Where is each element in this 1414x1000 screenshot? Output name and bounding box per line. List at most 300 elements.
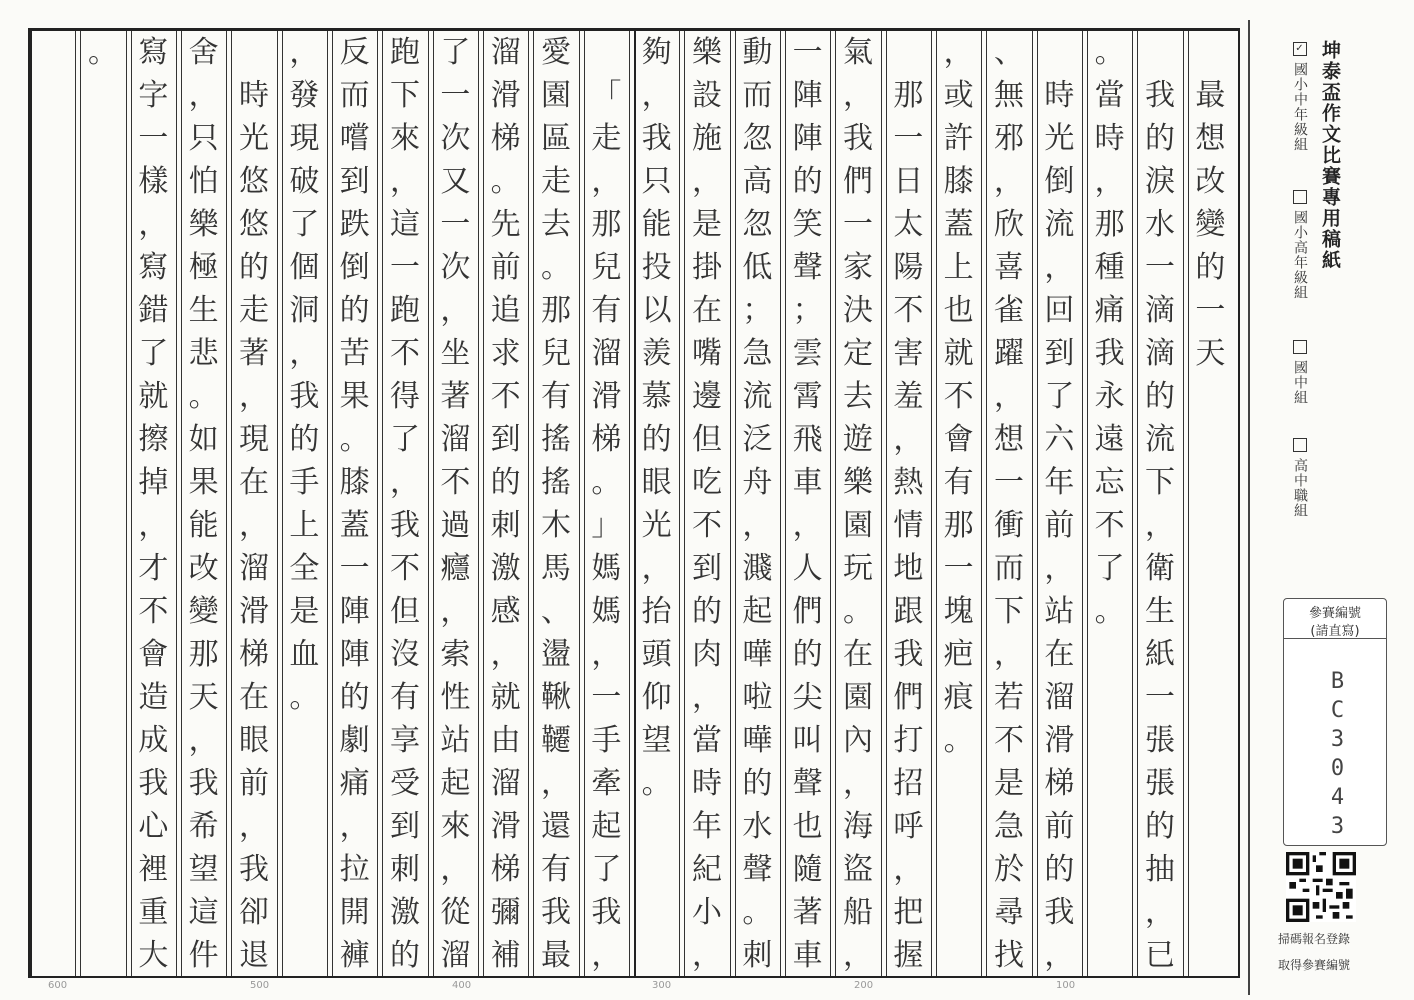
character-cell: ，	[792, 507, 823, 543]
character-cell: ，	[490, 636, 521, 672]
character-cell: 起	[742, 593, 773, 629]
character-cell: 是	[289, 593, 320, 629]
text-column	[886, 31, 931, 976]
character-cell: ，	[591, 937, 622, 973]
character-cell: 我	[138, 765, 169, 801]
character-cell: ，	[943, 34, 974, 70]
character-cell	[886, 31, 931, 74]
character-cell: 天	[1195, 335, 1226, 371]
character-cell: 園	[842, 679, 873, 715]
character-cell: 區	[540, 120, 571, 156]
character-cell: 手	[591, 722, 622, 758]
character-cell: 到	[339, 163, 370, 199]
character-cell: 海	[842, 808, 873, 844]
character-cell: ，	[188, 77, 219, 113]
character-cell: 在	[691, 292, 722, 328]
qr-code-icon[interactable]	[1286, 852, 1356, 922]
character-cell: 一	[842, 206, 873, 242]
character-cell: 內	[842, 722, 873, 758]
character-cell: 那	[1094, 206, 1125, 242]
character-cell: 。	[87, 34, 118, 70]
character-cell: 了	[591, 851, 622, 887]
character-cell: 喜	[993, 249, 1024, 285]
character-cell: ，	[591, 636, 622, 672]
character-cell: 還	[540, 808, 571, 844]
character-cell	[1188, 31, 1233, 74]
character-cell: 定	[842, 335, 873, 371]
character-cell: 尋	[993, 894, 1024, 930]
character-cell: 這	[188, 894, 219, 930]
option-senior-high[interactable]	[1290, 438, 1310, 518]
character-cell: 投	[641, 249, 672, 285]
character-cell: 只	[188, 120, 219, 156]
character-cell: 招	[893, 765, 924, 801]
character-cell: 而	[339, 77, 370, 113]
character-cell: 溜	[238, 550, 269, 586]
character-cell: 或	[943, 77, 974, 113]
scale-label-400: 400	[452, 980, 472, 991]
character-cell: ，	[289, 34, 320, 70]
character-cell: 手	[289, 464, 320, 500]
character-cell: 一	[893, 120, 924, 156]
character-cell: 一	[591, 679, 622, 715]
character-cell: 飛	[792, 421, 823, 457]
character-cell: 啦	[742, 679, 773, 715]
character-cell: 車	[792, 937, 823, 973]
character-cell: 激	[490, 550, 521, 586]
character-cell: 時	[691, 765, 722, 801]
character-cell: 痛	[1094, 292, 1125, 328]
character-cell: 遠	[1094, 421, 1125, 457]
character-cell	[231, 31, 276, 74]
character-cell: ，	[842, 937, 873, 973]
character-cell: ，	[691, 679, 722, 715]
character-cell: 著	[792, 894, 823, 930]
character-cell: 無	[993, 77, 1024, 113]
character-cell: 不	[440, 464, 471, 500]
character-cell: 木	[540, 507, 571, 543]
character-cell: ，	[1044, 937, 1075, 973]
character-cell: 刺	[742, 937, 773, 973]
character-cell: ，	[641, 550, 672, 586]
grid-line	[75, 31, 76, 976]
character-cell: 了	[389, 421, 420, 457]
character-cell: 蓋	[339, 507, 370, 543]
character-cell: 陣	[792, 120, 823, 156]
character-cell: 破	[289, 163, 320, 199]
character-cell: 倒	[1044, 163, 1075, 199]
character-cell: 肉	[691, 636, 722, 672]
character-cell: 享	[389, 722, 420, 758]
character-cell: 會	[138, 636, 169, 672]
character-cell: 羞	[893, 378, 924, 414]
character-cell: 紙	[1144, 636, 1175, 672]
character-cell: 悲	[188, 335, 219, 371]
character-cell: 「	[591, 77, 622, 113]
character-cell: 們	[792, 593, 823, 629]
character-cell: ，	[842, 77, 873, 113]
character-cell: 件	[188, 937, 219, 973]
character-cell: 才	[138, 550, 169, 586]
grid-line	[176, 31, 177, 976]
character-cell: 刺	[490, 507, 521, 543]
character-cell: ，	[742, 507, 773, 543]
character-cell: 高	[742, 163, 773, 199]
character-cell: 雲	[792, 335, 823, 371]
character-cell: 成	[138, 722, 169, 758]
grid-line	[377, 31, 378, 976]
character-cell: ，	[1044, 249, 1075, 285]
character-cell: 尖	[792, 679, 823, 715]
character-cell: ；	[792, 292, 823, 328]
character-cell: 會	[943, 421, 974, 457]
character-cell: 了	[1044, 378, 1075, 414]
text-column	[131, 31, 176, 976]
character-cell: 次	[440, 249, 471, 285]
character-cell: 當	[1094, 77, 1125, 113]
character-cell: 。	[1094, 34, 1125, 70]
character-cell: 打	[893, 722, 924, 758]
character-cell: 也	[943, 292, 974, 328]
character-cell: 害	[893, 335, 924, 371]
scan-caption: 掃碼報名登錄	[1278, 932, 1351, 946]
character-cell: 忘	[1094, 464, 1125, 500]
character-cell: 最	[1195, 77, 1226, 113]
grid-line	[528, 31, 529, 976]
character-cell: 寫	[138, 249, 169, 285]
checkbox-icon[interactable]	[1293, 190, 1307, 204]
character-cell: 玩	[842, 550, 873, 586]
character-cell	[1137, 31, 1182, 74]
character-cell: 我	[1044, 894, 1075, 930]
character-cell: 寫	[138, 34, 169, 70]
character-cell: 在	[238, 679, 269, 715]
checkbox-icon[interactable]	[1293, 438, 1307, 452]
character-cell: 已	[1144, 937, 1175, 973]
character-cell: ，	[1044, 550, 1075, 586]
character-cell: 忽	[742, 206, 773, 242]
character-cell: ，	[440, 292, 471, 328]
character-cell: 時	[238, 77, 269, 113]
character-cell: 急	[742, 335, 773, 371]
character-cell: 不	[893, 292, 924, 328]
character-cell: 不	[943, 378, 974, 414]
character-cell: 得	[389, 378, 420, 414]
entry-number-label	[1284, 599, 1386, 639]
character-cell: ，	[1094, 163, 1125, 199]
character-cell: 拉	[339, 851, 370, 887]
character-cell: 一	[1144, 249, 1175, 285]
character-cell: 、	[540, 593, 571, 629]
character-cell: 的	[641, 421, 672, 457]
character-cell: ，	[339, 808, 370, 844]
character-cell: 我	[238, 851, 269, 887]
character-cell: 掛	[691, 249, 722, 285]
character-cell: 洞	[289, 292, 320, 328]
character-cell: ，	[691, 163, 722, 199]
character-cell: 而	[993, 550, 1024, 586]
character-cell: 不	[691, 507, 722, 543]
character-cell: 字	[138, 77, 169, 113]
character-cell: 極	[188, 249, 219, 285]
character-cell: 年	[1044, 464, 1075, 500]
character-cell: 的	[742, 765, 773, 801]
character-cell: 去	[540, 206, 571, 242]
character-cell: 滑	[238, 593, 269, 629]
character-cell: 滴	[1144, 335, 1175, 371]
character-cell: 重	[138, 894, 169, 930]
character-cell: 們	[842, 163, 873, 199]
character-cell: 我	[289, 378, 320, 414]
option-elementary-upper[interactable]	[1290, 190, 1310, 300]
character-cell: 滑	[1044, 722, 1075, 758]
character-cell: 望	[188, 851, 219, 887]
character-cell: 下	[993, 593, 1024, 629]
character-cell: 有	[943, 464, 974, 500]
character-cell: 牽	[591, 765, 622, 801]
grid-line	[981, 31, 982, 976]
character-cell: 裡	[138, 851, 169, 887]
character-cell: 去	[842, 378, 873, 414]
character-cell: 盪	[540, 636, 571, 672]
character-cell: 了	[138, 335, 169, 371]
entry-number-box[interactable]	[1283, 598, 1387, 846]
grid-line	[679, 31, 680, 976]
character-cell: 於	[993, 851, 1024, 887]
character-cell: 過	[440, 507, 471, 543]
character-cell: 握	[893, 937, 924, 973]
character-cell: 邪	[993, 120, 1024, 156]
character-cell: 但	[691, 421, 722, 457]
character-cell: 反	[339, 34, 370, 70]
character-cell: 補	[490, 937, 521, 973]
character-cell: 個	[289, 249, 320, 285]
character-cell: 到	[389, 808, 420, 844]
character-cell: 慕	[641, 378, 672, 414]
character-cell: ，	[238, 808, 269, 844]
character-cell: 忽	[742, 120, 773, 156]
character-cell: 動	[742, 34, 773, 70]
character-cell: 溜	[1044, 679, 1075, 715]
character-cell: 頭	[641, 636, 672, 672]
character-cell: 我	[389, 507, 420, 543]
character-cell: 。	[490, 163, 521, 199]
checkbox-icon[interactable]	[1293, 340, 1307, 354]
character-cell: 天	[188, 679, 219, 715]
character-cell: 流	[1044, 206, 1075, 242]
character-cell: 到	[490, 421, 521, 457]
character-cell: 、	[993, 34, 1024, 70]
character-cell: 心	[138, 808, 169, 844]
text-column	[936, 31, 981, 976]
option-junior-high[interactable]	[1290, 340, 1310, 405]
character-cell: 我	[1094, 335, 1125, 371]
character-cell: 水	[742, 808, 773, 844]
character-cell: 欣	[993, 206, 1024, 242]
character-cell: 一	[339, 550, 370, 586]
character-cell: ，	[138, 507, 169, 543]
character-cell: 了	[289, 206, 320, 242]
character-cell: 嘴	[691, 335, 722, 371]
character-cell: 媽	[591, 550, 622, 586]
character-cell: ，	[238, 378, 269, 414]
character-cell: 。	[641, 765, 672, 801]
character-cell: 發	[289, 77, 320, 113]
character-cell: 。	[289, 679, 320, 715]
text-column	[1188, 31, 1233, 976]
character-cell: 陣	[792, 77, 823, 113]
scale-label-200: 200	[854, 980, 874, 991]
character-cell: 溜	[440, 937, 471, 973]
character-cell: 的	[389, 937, 420, 973]
character-cell: 前	[1044, 507, 1075, 543]
character-cell: 求	[490, 335, 521, 371]
grid-line	[428, 31, 429, 976]
character-cell: 起	[440, 765, 471, 801]
character-cell: 搖	[540, 421, 571, 457]
character-cell: ，	[993, 378, 1024, 414]
character-cell: 施	[691, 120, 722, 156]
character-cell: 在	[842, 636, 873, 672]
character-cell: 設	[691, 77, 722, 113]
character-cell: 一	[440, 77, 471, 113]
grid-line	[277, 31, 278, 976]
character-cell: 時	[1094, 120, 1125, 156]
character-cell: 光	[1044, 120, 1075, 156]
character-cell: 我	[842, 120, 873, 156]
entry-number-label-line2: (請直寫)	[1310, 624, 1360, 639]
character-cell: 眼	[641, 464, 672, 500]
character-cell: 愛	[540, 34, 571, 70]
character-cell: 我	[188, 765, 219, 801]
character-cell: 坐	[440, 335, 471, 371]
character-cell: 梯	[490, 120, 521, 156]
character-cell: 錯	[138, 292, 169, 328]
character-cell: 」	[591, 507, 622, 543]
character-cell: ，	[842, 765, 873, 801]
character-cell: 疤	[943, 636, 974, 672]
character-cell: 起	[591, 808, 622, 844]
character-cell: 望	[641, 722, 672, 758]
character-cell: 日	[893, 163, 924, 199]
grid-line	[730, 31, 731, 976]
character-cell: ，	[993, 636, 1024, 672]
character-cell: 生	[188, 292, 219, 328]
character-cell: 淚	[1144, 163, 1175, 199]
character-cell: 下	[389, 77, 420, 113]
character-cell: 種	[1094, 249, 1125, 285]
character-cell: 現	[238, 421, 269, 457]
character-cell: 遊	[842, 421, 873, 457]
character-cell: 在	[1044, 636, 1075, 672]
character-cell: 全	[289, 550, 320, 586]
character-cell: 船	[842, 894, 873, 930]
character-cell: 的	[490, 464, 521, 500]
character-cell: 邊	[691, 378, 722, 414]
character-cell: ，	[993, 163, 1024, 199]
option-label: 國小高年級組	[1292, 210, 1308, 300]
grid-line	[478, 31, 479, 976]
character-cell	[1037, 31, 1082, 74]
checkbox-checked-icon[interactable]: ✓	[1293, 42, 1307, 56]
character-cell: 了	[1094, 550, 1125, 586]
character-cell: 上	[943, 249, 974, 285]
character-cell: 。	[742, 894, 773, 930]
text-column	[1037, 31, 1082, 976]
character-cell: 人	[792, 550, 823, 586]
text-column	[483, 31, 528, 976]
character-cell: 陽	[893, 249, 924, 285]
character-cell: 那	[943, 507, 974, 543]
character-cell: 車	[792, 464, 823, 500]
character-cell: 笑	[792, 206, 823, 242]
option-elementary-middle[interactable]	[1290, 42, 1310, 152]
character-cell: 滑	[490, 77, 521, 113]
grid-line	[1238, 31, 1240, 976]
manuscript-grid	[28, 28, 1240, 978]
character-cell: 來	[389, 120, 420, 156]
character-cell: ；	[742, 292, 773, 328]
character-cell: 有	[591, 292, 622, 328]
character-cell: 溜	[490, 34, 521, 70]
character-cell: 樂	[188, 206, 219, 242]
character-cell: 抬	[641, 593, 672, 629]
character-cell: ，	[138, 206, 169, 242]
character-cell: 永	[1094, 378, 1125, 414]
character-cell: 六	[1044, 421, 1075, 457]
character-cell: 們	[893, 679, 924, 715]
character-cell: 掉	[138, 464, 169, 500]
grid-line	[579, 31, 580, 976]
character-cell: 韆	[540, 722, 571, 758]
character-cell: 著	[238, 335, 269, 371]
character-cell: 上	[289, 507, 320, 543]
character-cell: 是	[691, 206, 722, 242]
character-cell: 。	[339, 421, 370, 457]
character-cell: 以	[641, 292, 672, 328]
character-cell: 舍	[188, 34, 219, 70]
scale-label-100: 100	[1056, 980, 1076, 991]
grid-line	[780, 31, 781, 976]
character-cell: 來	[440, 808, 471, 844]
character-cell: 前	[238, 765, 269, 801]
character-cell: 的	[792, 163, 823, 199]
character-cell: 一	[993, 464, 1024, 500]
character-cell: 我	[641, 120, 672, 156]
character-cell: 聲	[792, 765, 823, 801]
character-cell: ，	[289, 335, 320, 371]
character-cell: 是	[993, 765, 1024, 801]
character-cell: 眼	[238, 722, 269, 758]
character-cell: 走	[591, 120, 622, 156]
character-cell: 舟	[742, 464, 773, 500]
text-column	[986, 31, 1031, 976]
character-cell: 濺	[742, 550, 773, 586]
grid-line	[931, 31, 932, 976]
character-cell: 的	[1195, 249, 1226, 285]
character-cell: 癮	[440, 550, 471, 586]
text-column	[231, 31, 276, 976]
character-cell: ，	[188, 722, 219, 758]
character-cell: 從	[440, 894, 471, 930]
character-cell: 想	[993, 421, 1024, 457]
character-cell: 呼	[893, 808, 924, 844]
character-cell: 抽	[1144, 851, 1175, 887]
option-label: 國中組	[1292, 360, 1308, 405]
character-cell: ，	[893, 421, 924, 457]
character-cell: ，	[591, 163, 622, 199]
character-cell: 造	[138, 679, 169, 715]
